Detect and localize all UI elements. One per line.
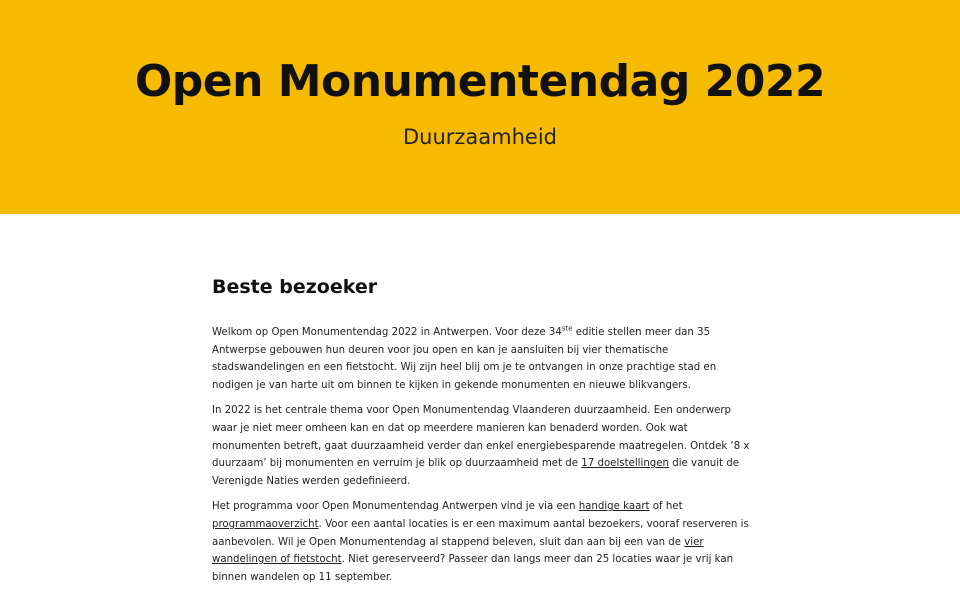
intro-paragraph xyxy=(212,324,752,394)
theme-text-1: In 2022 is het centrale thema voor Open Monumentendag Vlaanderen duurzaamheid. Een onderwerp waar je niet meer omheen kan en dat op meerdere manieren kan benaderd worden. Ook wat monumenten betreft, gaat duurzaamheid verder dan enkel energiebesparende maatregelen. Ontdek ‘8 x duurzaam’ bij monumenten en verruim je blik op duurzaamheid met de xyxy=(212,405,750,470)
program-text-2: of het xyxy=(649,501,683,513)
theme-text-2: die vanuit de Verenigde Naties werden gedefinieerd. xyxy=(212,458,740,487)
map-link[interactable]: handige kaart xyxy=(578,501,650,513)
program-overview-link[interactable]: programmaoverzicht xyxy=(212,518,319,530)
program-text-1: Het programma voor Open Monumentendag Antwerpen vind je via een xyxy=(212,501,579,513)
program-paragraph xyxy=(212,498,752,586)
theme-paragraph xyxy=(212,402,752,490)
program-text-3: . Voor een aantal locaties is er een maximum aantal bezoekers, vooraf reserveren is aanbevolen. Wil je Open Monumentendag al stappend beleven, sluit dan aan bij een van de xyxy=(212,518,749,548)
main-content xyxy=(212,272,752,594)
ordinal-suffix: ste xyxy=(561,324,573,333)
intro-text-2: editie stellen meer dan 35 Antwerpse gebouwen hun deuren voor jou open en kan je aansluiten bij vier thematische stadswandelingen en een fietstocht. Wij zijn heel blij om je te ontvangen in onze prachtige stad en nodigen je van harte uit om binnen te kijken in gekende monumenten en nieuwe blikvangers. xyxy=(212,327,717,391)
page-subtitle: Duurzaamheid xyxy=(402,125,558,149)
page-title: Open Monumentendag 2022 xyxy=(134,56,826,107)
section-heading: Beste bezoeker xyxy=(212,276,378,298)
sdg-goals-link[interactable]: 17 doelstellingen xyxy=(581,458,669,470)
program-text-4: . Niet gereserveerd? Passeer dan langs meer dan 25 locaties waar je vrij kan binnen wandelen op 11 september. xyxy=(212,554,734,583)
hero-banner xyxy=(0,0,960,214)
intro-text-1: Welkom op Open Monumentendag 2022 in Antwerpen. Voor deze 34 xyxy=(212,327,562,338)
walks-link[interactable]: vier wandelingen of fietstocht xyxy=(212,536,704,566)
